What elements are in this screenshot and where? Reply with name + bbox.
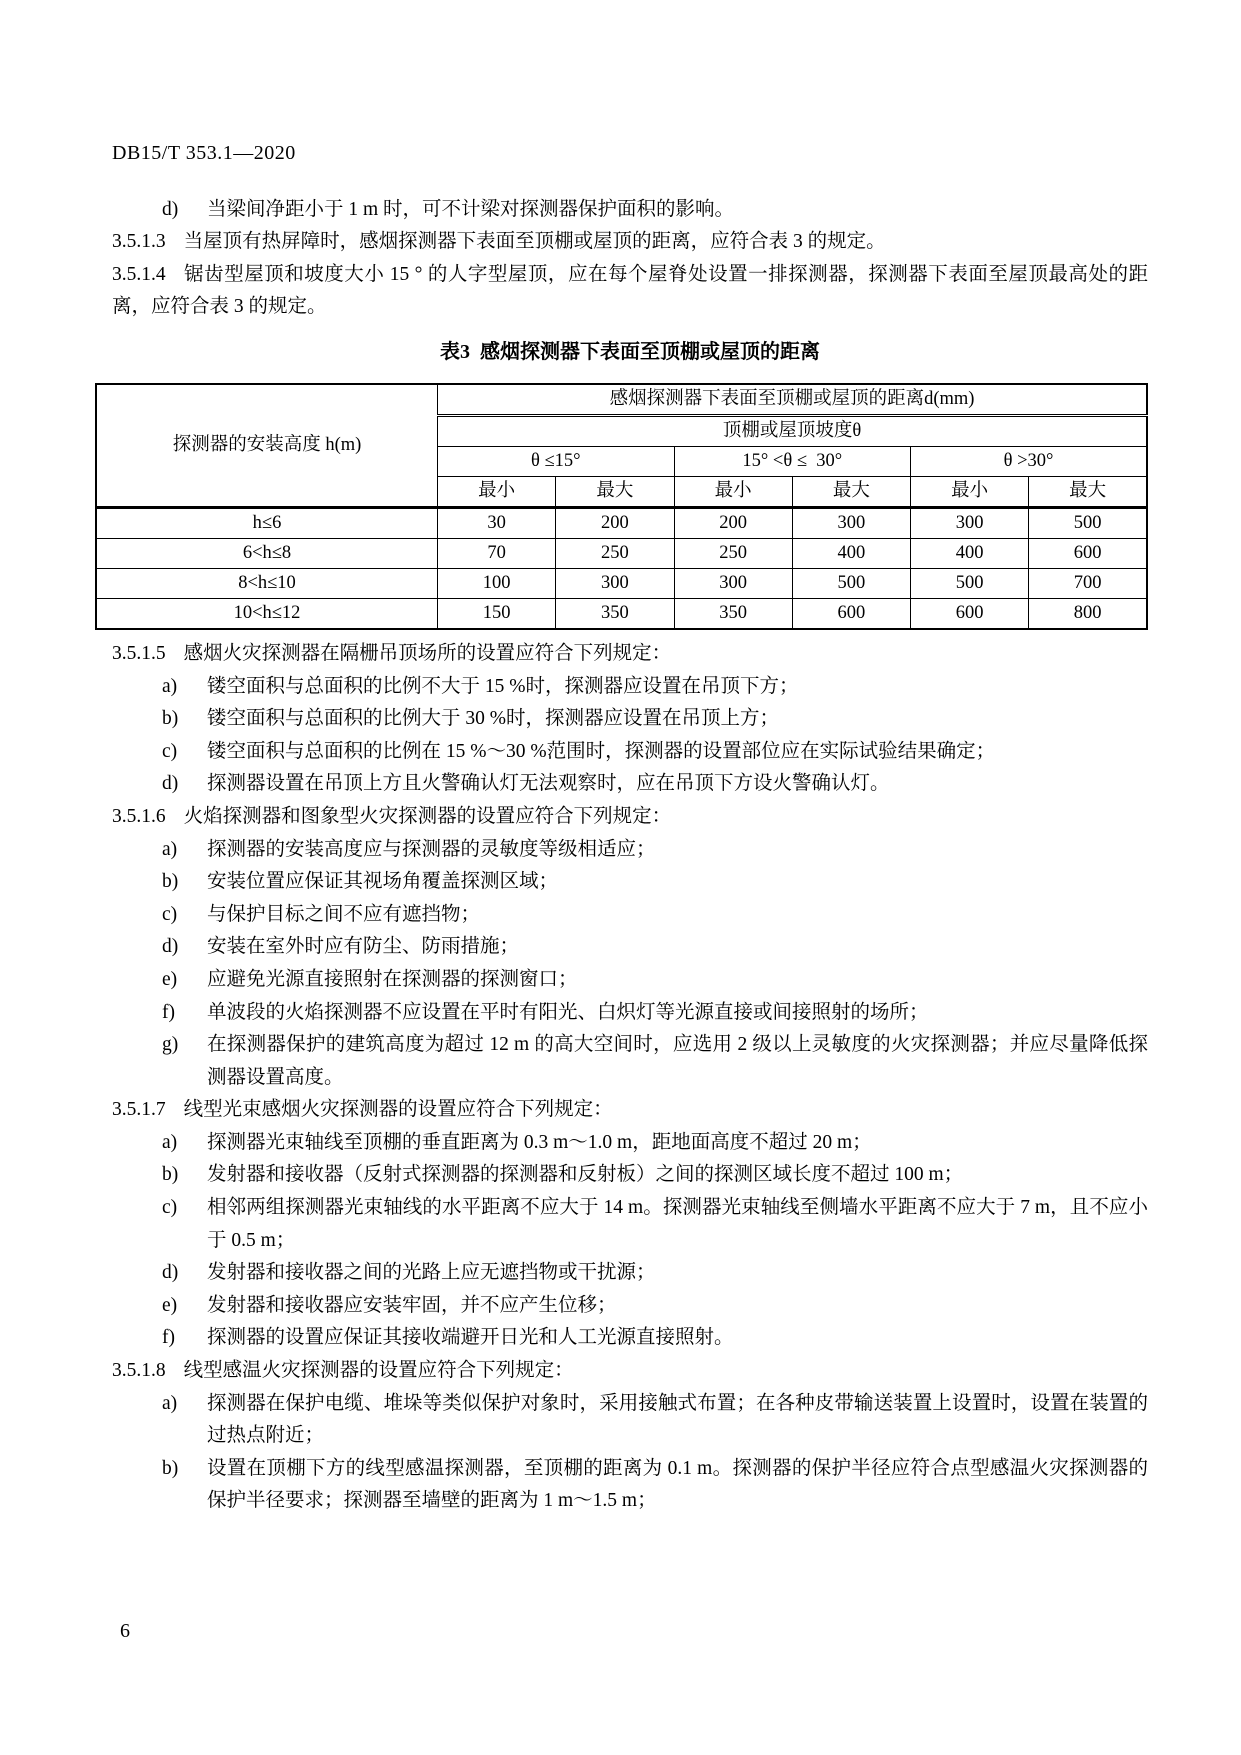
list-item — [112, 194, 1148, 227]
list-item — [112, 1388, 1148, 1453]
list-item-text: 安装位置应保证其视场角覆盖探测区域； — [207, 871, 559, 893]
table-cell: 500 — [1029, 507, 1147, 538]
list-item-text: 镂空面积与总面积的比例大于 30 %时，探测器应设置在吊顶上方； — [207, 708, 779, 730]
table-title: 表3 感烟探测器下表面至顶棚或屋顶的距离 — [440, 340, 820, 363]
table-cell: 600 — [1029, 538, 1147, 568]
list-item-text: 探测器的安装高度应与探测器的灵敏度等级相适应； — [207, 838, 656, 860]
list-item-label: d) — [162, 198, 179, 220]
list-item-label: a) — [162, 838, 178, 860]
table-cell: 350 — [556, 598, 674, 629]
page-number: 6 — [120, 1620, 130, 1642]
row-height-range: h≤6 — [96, 507, 438, 538]
list-item-label: c) — [162, 903, 178, 925]
page-content — [112, 137, 1148, 1518]
table-cell: 250 — [674, 538, 792, 568]
list-item — [112, 866, 1148, 899]
list-item — [112, 768, 1148, 801]
clause-paragraph — [112, 638, 1148, 671]
clause-paragraph — [112, 1094, 1148, 1127]
list-item-label: a) — [162, 1131, 178, 1153]
list-item-text: 探测器设置在吊顶上方且火警确认灯无法观察时，应在吊顶下方设火警确认灯。 — [207, 773, 890, 795]
list-item-text: 探测器在保护电缆、堆垛等类似保护对象时，采用接触式布置；在各种皮带输送装置上设置时，设置在装置的过热点附近； — [207, 1392, 1148, 1447]
header-max: 最大 — [1029, 476, 1147, 507]
header-group-theta-le-15: θ ≤15° — [438, 446, 675, 476]
clause-text: 线型感温火灾探测器的设置应符合下列规定： — [183, 1360, 574, 1382]
table-row — [96, 538, 1147, 568]
table-cell: 300 — [556, 568, 674, 598]
list-item-text: 探测器光束轴线至顶棚的垂直距离为 0.3 m～1.0 m，距地面高度不超过 20 m； — [207, 1131, 872, 1153]
list-item-label: b) — [162, 871, 179, 893]
table-cell: 200 — [556, 507, 674, 538]
list-item-text: 探测器的设置应保证其接收端避开日光和人工光源直接照射。 — [207, 1327, 734, 1349]
list-item — [112, 671, 1148, 704]
list-item-text: 与保护目标之间不应有遮挡物； — [207, 903, 481, 925]
list-item-text: 发射器和接收器之间的光路上应无遮挡物或干扰源； — [207, 1262, 656, 1284]
list-item-text: 在探测器保护的建筑高度为超过 12 m 的高大空间时，应选用 2 级以上灵敏度的火灾探测器；并应尽量降低探测器设置高度。 — [207, 1034, 1148, 1088]
table-row — [96, 507, 1147, 538]
table-cell: 400 — [792, 538, 910, 568]
clause-number: 3.5.1.3 — [112, 231, 166, 253]
clause-number: 3.5.1.5 — [112, 642, 166, 664]
list-item — [112, 1322, 1148, 1355]
list-item-text: 发射器和接收器（反射式探测器的探测器和反射板）之间的探测区域长度不超过 100 m； — [207, 1164, 964, 1186]
list-item — [112, 703, 1148, 736]
row-height-range: 8<h≤10 — [96, 568, 438, 598]
table-cell: 200 — [674, 507, 792, 538]
table-cell: 70 — [438, 538, 556, 568]
header-min: 最小 — [911, 476, 1029, 507]
header-distance: 感烟探测器下表面至顶棚或屋顶的距离d(mm) — [438, 384, 1148, 416]
list-item — [112, 1453, 1148, 1518]
table-cell: 150 — [438, 598, 556, 629]
header-installation-height: 探测器的安装高度 h(m) — [96, 384, 438, 508]
list-item — [112, 1029, 1148, 1094]
table-cell: 300 — [911, 507, 1029, 538]
list-item-label: d) — [162, 1262, 179, 1284]
clause-paragraph — [112, 801, 1148, 834]
clause-paragraph — [112, 1355, 1148, 1388]
list-item — [112, 997, 1148, 1030]
table-3-smoke-detector-distance — [95, 383, 1148, 630]
clause-text: 锯齿型屋顶和坡度大小 15 ° 的人字型屋顶，应在每个屋脊处设置一排探测器，探测器下表面至屋顶最高处的距离，应符合表 3 的规定。 — [112, 263, 1148, 318]
row-height-range: 6<h≤8 — [96, 538, 438, 568]
clause-paragraph — [112, 259, 1148, 324]
list-item-text: 相邻两组探测器光束轴线的水平距离不应大于 14 m。探测器光束轴线至侧墙水平距离不应大于 7 m，且不应小于 0.5 m； — [207, 1197, 1148, 1251]
table-cell: 30 — [438, 507, 556, 538]
clause-paragraph — [112, 226, 1148, 259]
header-group-15-to-30: 15° <θ ≤ 30° — [674, 446, 911, 476]
table-row — [96, 598, 1147, 629]
table-row — [96, 568, 1147, 598]
list-item-label: d) — [162, 773, 179, 795]
clause-number: 3.5.1.8 — [112, 1360, 166, 1382]
table-cell: 500 — [792, 568, 910, 598]
header-min: 最小 — [438, 476, 556, 507]
clause-number: 3.5.1.7 — [112, 1099, 166, 1121]
clause-number: 3.5.1.6 — [112, 805, 166, 827]
list-item-label: a) — [162, 675, 178, 697]
clause-text: 火焰探测器和图象型火灾探测器的设置应符合下列规定： — [183, 805, 672, 827]
list-item-label: d) — [162, 936, 179, 958]
table-cell: 300 — [674, 568, 792, 598]
clause-text: 当屋顶有热屏障时，感烟探测器下表面至顶棚或屋顶的距离，应符合表 3 的规定。 — [183, 231, 886, 253]
list-item-text: 单波段的火焰探测器不应设置在平时有阳光、白炽灯等光源直接或间接照射的场所； — [207, 1001, 929, 1023]
list-item — [112, 736, 1148, 769]
row-height-range: 10<h≤12 — [96, 598, 438, 629]
list-item — [112, 1127, 1148, 1160]
list-item-label: f) — [162, 1001, 175, 1023]
list-item-label: c) — [162, 1197, 178, 1219]
header-slope: 顶棚或屋顶坡度θ — [438, 415, 1148, 446]
table-cell: 800 — [1029, 598, 1147, 629]
list-item — [112, 1257, 1148, 1290]
list-item — [112, 964, 1148, 997]
clause-number: 3.5.1.4 — [112, 263, 166, 285]
list-item-label: e) — [162, 968, 178, 990]
header-group-theta-gt-30: θ >30° — [911, 446, 1148, 476]
table-cell: 300 — [792, 507, 910, 538]
list-item-text: 安装在室外时应有防尘、防雨措施； — [207, 936, 520, 958]
table-header-row — [96, 384, 1147, 416]
list-item-text: 镂空面积与总面积的比例不大于 15 %时，探测器应设置在吊顶下方； — [207, 675, 799, 697]
header-min: 最小 — [674, 476, 792, 507]
list-item-label: e) — [162, 1294, 178, 1316]
table-cell: 250 — [556, 538, 674, 568]
table-cell: 400 — [911, 538, 1029, 568]
list-item-label: g) — [162, 1034, 179, 1056]
list-item-label: a) — [162, 1392, 178, 1414]
list-item-label: c) — [162, 740, 178, 762]
list-item-text: 发射器和接收器应安装牢固，并不应产生位移； — [207, 1294, 617, 1316]
list-item-text: 设置在顶棚下方的线型感温探测器，至顶棚的距离为 0.1 m。探测器的保护半径应符合点型感温火灾探测器的保护半径要求；探测器至墙壁的距离为 1 m～1.5 m； — [207, 1457, 1148, 1512]
table-cell: 600 — [792, 598, 910, 629]
list-item — [112, 834, 1148, 867]
list-item-text: 应避免光源直接照射在探测器的探测窗口； — [207, 968, 578, 990]
clause-text: 感烟火灾探测器在隔栅吊顶场所的设置应符合下列规定： — [183, 642, 672, 664]
document-code: DB15/T 353.1—2020 — [112, 142, 296, 164]
list-item — [112, 1290, 1148, 1323]
header-max: 最大 — [792, 476, 910, 507]
list-item-label: b) — [162, 708, 179, 730]
list-item-text: 镂空面积与总面积的比例在 15 %～30 %范围时，探测器的设置部位应在实际试验结果确定； — [207, 740, 996, 762]
list-item-label: f) — [162, 1327, 175, 1349]
list-item — [112, 1159, 1148, 1192]
table-cell: 350 — [674, 598, 792, 629]
table-cell: 700 — [1029, 568, 1147, 598]
list-item — [112, 1192, 1148, 1257]
header-max: 最大 — [556, 476, 674, 507]
list-item-text: 当梁间净距小于 1 m 时，可不计梁对探测器保护面积的影响。 — [207, 198, 735, 220]
table-cell: 100 — [438, 568, 556, 598]
list-item-label: b) — [162, 1164, 179, 1186]
list-item-label: b) — [162, 1457, 179, 1479]
table-cell: 600 — [911, 598, 1029, 629]
table-cell: 500 — [911, 568, 1029, 598]
list-item — [112, 899, 1148, 932]
clause-text: 线型光束感烟火灾探测器的设置应符合下列规定： — [183, 1099, 613, 1121]
list-item — [112, 931, 1148, 964]
clause-sections — [112, 638, 1148, 1518]
